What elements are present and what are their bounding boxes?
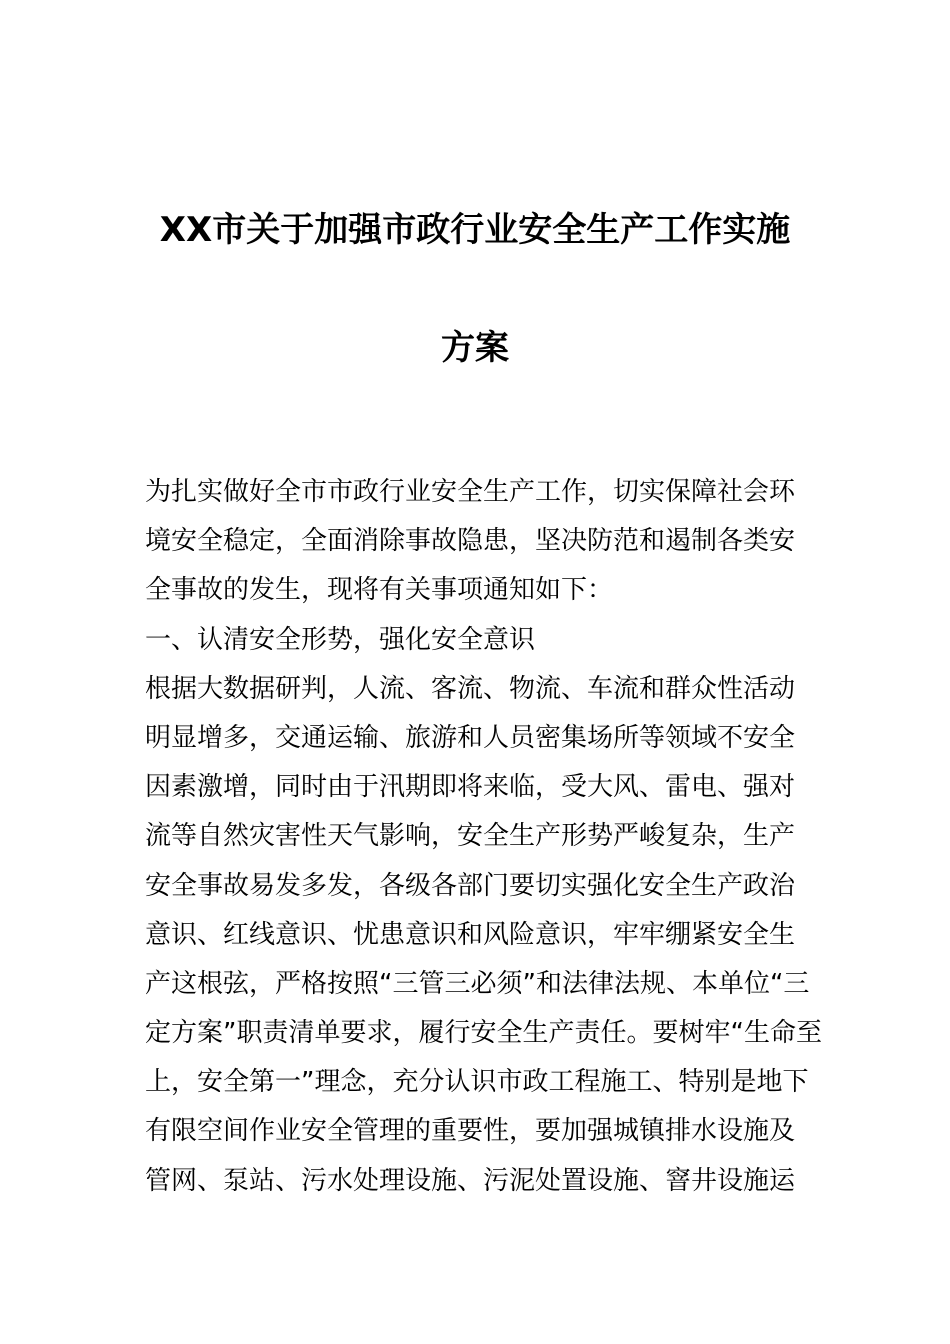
body-line: 明显增多，交通运输、旅游和人员密集场所等领域不安全 (145, 722, 796, 753)
body-line: 全事故的发生，现将有关事项通知如下： (145, 575, 614, 606)
section-heading: 一、认清安全形势，强化安全意识 (145, 624, 536, 655)
body-line: 意识、红线意识、忧患意识和风险意识，牢牢绷紧安全生 (145, 919, 796, 950)
body-line: 产这根弦，严格按照“三管三必须”和法律法规、本单位“三 (145, 968, 810, 999)
body-line: 上，安全第一”理念，充分认识市政工程施工、特别是地下 (145, 1067, 809, 1098)
body-line: 安全事故易发多发，各级各部门要切实强化安全生产政治 (145, 870, 796, 901)
body-line: 定方案”职责清单要求，履行安全生产责任。要树牢“生命至 (145, 1018, 822, 1049)
body-line: 根据大数据研判，人流、客流、物流、车流和群众性活动 (145, 673, 796, 704)
body-line: 有限空间作业安全管理的重要性，要加强城镇排水设施及 (145, 1116, 796, 1147)
body-line: 流等自然灾害性天气影响，安全生产形势严峻复杂，生产 (145, 821, 796, 852)
body-line: 管网、泵站、污水处理设施、污泥处置设施、窨井设施运 (145, 1165, 796, 1196)
body-line: 为扎实做好全市市政行业安全生产工作，切实保障社会环 (145, 477, 796, 507)
body-line: 因素激增，同时由于汛期即将来临，受大风、雷电、强对 (145, 772, 796, 803)
body-line: 境安全稳定，全面消除事故隐患，坚决防范和遏制各类安 (145, 526, 796, 557)
document-body (145, 468, 822, 1206)
document-title-line-2: 方案 (441, 328, 509, 368)
document-title-line-1: XX市关于加强市政行业安全生产工作实施 (159, 210, 791, 250)
